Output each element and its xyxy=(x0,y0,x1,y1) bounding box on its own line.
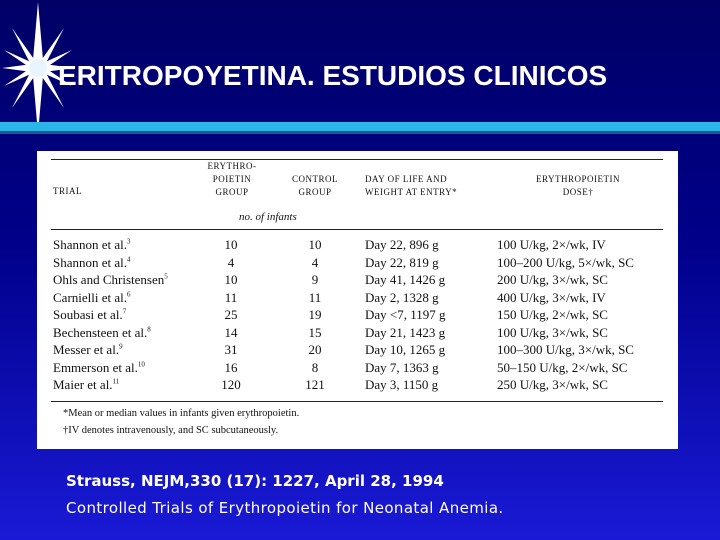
trial-name: Soubasi et al.$^7$ xyxy=(53,307,127,322)
trial-name: Ohls and Christensen$^5$ xyxy=(53,272,168,287)
footnote-mean: *Mean or median values in infants given erythropoietin. xyxy=(63,408,300,419)
erythropoietin-count: 10 xyxy=(224,272,238,287)
trial-name: Bechensteen et al.$^8$ xyxy=(53,324,151,340)
table-row xyxy=(37,237,678,252)
day-weight: Day 3, 1150 g xyxy=(365,377,439,392)
table-row xyxy=(37,272,678,287)
header-control-group: CONTROL GROUP xyxy=(292,174,338,197)
table-row xyxy=(37,307,678,322)
trial-name: Carnielli et al.$^6$ xyxy=(53,289,131,305)
table-row xyxy=(37,377,678,392)
dose: 200 U/kg, 3×/wk, SC xyxy=(497,272,608,287)
reference-number: 5 xyxy=(164,272,168,281)
reference-number: 8 xyxy=(147,325,151,334)
erythropoietin-count: 31 xyxy=(224,342,238,357)
day-weight: Day 22, 896 g xyxy=(365,237,439,252)
table-row xyxy=(37,342,678,357)
title-underline-shadow xyxy=(0,131,720,134)
reference-number: 6 xyxy=(127,290,131,299)
dose: 100 U/kg, 2×/wk, IV xyxy=(497,237,606,252)
control-count: 121 xyxy=(305,377,325,392)
control-count: 9 xyxy=(311,272,319,287)
dose: 50–150 U/kg, 2×/wk, SC xyxy=(497,359,628,375)
table-row xyxy=(37,255,678,270)
footnote-routes: †IV denotes intravenously, and SC subcutaneously. xyxy=(63,425,279,436)
reference-number: 4 xyxy=(127,255,131,264)
day-weight: Day 22, 819 g xyxy=(365,254,439,270)
caption: Controlled Trials of Erythropoietin for Neonatal Anemia. xyxy=(66,499,504,517)
erythropoietin-count: 10 xyxy=(224,237,238,252)
day-weight: Day <7, 1197 g xyxy=(365,307,446,322)
slide-title: ERITROPOYETINA. ESTUDIOS CLINICOS xyxy=(58,60,608,91)
day-weight: Day 10, 1265 g xyxy=(365,342,446,357)
erythropoietin-count: 16 xyxy=(224,359,238,375)
header-rule xyxy=(51,229,663,230)
control-count: 10 xyxy=(308,237,322,252)
header-trial: TRIAL xyxy=(53,186,82,196)
dose: 400 U/kg, 3×/wk, IV xyxy=(497,289,606,305)
dose: 100–300 U/kg, 3×/wk, SC xyxy=(497,342,634,357)
control-count: 19 xyxy=(308,307,322,322)
control-count: 11 xyxy=(308,289,322,305)
trial-name: Messer et al.$^9$ xyxy=(53,342,123,357)
table-row xyxy=(37,290,678,305)
table-row xyxy=(37,360,678,375)
header-day-weight: DAY OF LIFE AND WEIGHT AT ENTRY* xyxy=(365,174,458,197)
trials-table xyxy=(37,151,678,449)
header-erythropoietin-group: ERYTHRO- POIETIN GROUP xyxy=(207,161,257,197)
subheader-infants: no. of infants xyxy=(239,211,297,223)
dose: 100 U/kg, 3×/wk, SC xyxy=(497,324,608,340)
citation: Strauss, NEJM,330 (17): 1227, April 28, 1994 xyxy=(66,472,444,490)
header-dose: ERYTHROPOIETIN DOSE† xyxy=(536,174,620,197)
dose: 150 U/kg, 2×/wk, SC xyxy=(497,307,608,322)
day-weight: Day 2, 1328 g xyxy=(365,289,439,305)
trial-name: Emmerson et al.$^{10}$ xyxy=(53,359,145,375)
day-weight: Day 41, 1426 g xyxy=(365,272,446,287)
reference-number: 3 xyxy=(127,237,131,246)
erythropoietin-count: 25 xyxy=(224,307,238,322)
reference-number: 10 xyxy=(137,360,145,369)
control-count: 20 xyxy=(308,342,322,357)
table-row xyxy=(37,325,678,340)
control-count: 15 xyxy=(308,324,322,340)
dose: 100–200 U/kg, 5×/wk, SC xyxy=(497,254,634,270)
title-underline xyxy=(0,122,720,131)
erythropoietin-count: 14 xyxy=(224,324,238,340)
day-weight: Day 21, 1423 g xyxy=(365,324,446,340)
table-top-rule xyxy=(51,159,663,160)
table-bottom-rule xyxy=(51,401,663,402)
erythropoietin-count: 11 xyxy=(224,289,238,305)
control-count: 4 xyxy=(311,254,319,270)
trial-name: Shannon et al.$^3$ xyxy=(53,237,131,252)
reference-number: 9 xyxy=(119,342,123,351)
trial-name: Shannon et al.$^4$ xyxy=(53,254,131,270)
dose: 250 U/kg, 3×/wk, SC xyxy=(497,377,608,392)
day-weight: Day 7, 1363 g xyxy=(365,359,439,375)
reference-number: 7 xyxy=(122,307,127,316)
erythropoietin-count: 120 xyxy=(221,377,241,392)
reference-number: 11 xyxy=(112,377,120,386)
control-count: 8 xyxy=(311,359,319,375)
trial-name: Maier et al.$^{11}$ xyxy=(53,377,120,392)
erythropoietin-count: 4 xyxy=(227,254,235,270)
